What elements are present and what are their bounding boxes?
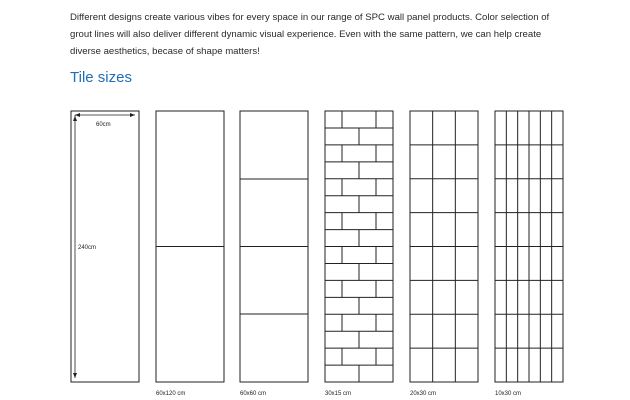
panel-60x120 bbox=[156, 111, 224, 382]
caption-60x120: 60x120 cm bbox=[156, 391, 186, 397]
caption-60x60: 60x60 cm bbox=[240, 391, 267, 397]
width-label: 60cm bbox=[96, 122, 111, 128]
panel-10x30-grid bbox=[495, 111, 563, 382]
height-label: 240cm bbox=[78, 245, 97, 251]
panel-20x30-grid bbox=[410, 111, 478, 382]
intro-line-3: diverse aesthetics, becase of shape matters! bbox=[70, 46, 260, 57]
caption-20x30: 20x30 cm bbox=[410, 391, 437, 397]
panel-30x15-brick bbox=[325, 111, 393, 382]
intro-line-2: grout lines will also deliver different dynamic visual experience. Even with the same pattern, we can help create bbox=[70, 29, 542, 40]
panel-60x60 bbox=[240, 111, 308, 382]
panel-plain bbox=[71, 111, 139, 382]
intro-line-1: Different designs create various vibes for every space in our range of SPC wall panel products. Color selection of bbox=[70, 12, 550, 23]
caption-10x30: 10x30 cm bbox=[495, 391, 522, 397]
section-title: Tile sizes bbox=[70, 69, 132, 86]
caption-30x15: 30x15 cm bbox=[325, 391, 352, 397]
